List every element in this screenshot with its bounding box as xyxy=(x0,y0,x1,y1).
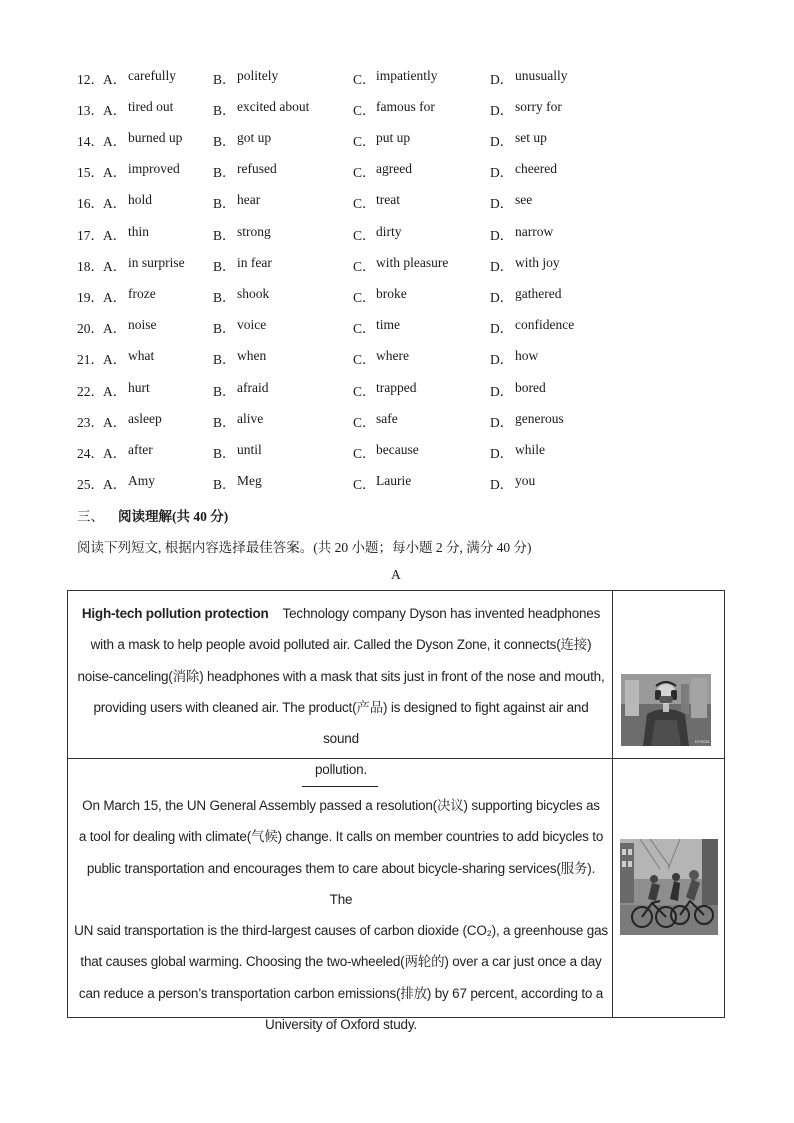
option-c: treat xyxy=(376,192,400,207)
option-c: put up xyxy=(376,130,411,145)
question-number: 23． xyxy=(77,415,104,430)
label-b: B． xyxy=(213,384,236,399)
option-d: cheered xyxy=(515,161,557,176)
label-a: A． xyxy=(103,196,127,211)
option-b: politely xyxy=(237,68,279,83)
option-b: alive xyxy=(237,411,264,426)
article-1-heading: High-tech pollution protection xyxy=(81,606,269,621)
option-d: bored xyxy=(515,380,546,395)
label-b: B． xyxy=(213,290,236,305)
option-a: after xyxy=(128,442,153,457)
option-b: when xyxy=(237,348,267,363)
option-a: thin xyxy=(128,224,150,239)
option-b: Meg xyxy=(237,473,262,488)
label-c: C． xyxy=(353,134,376,149)
option-a: improved xyxy=(128,161,180,176)
option-a: Amy xyxy=(128,473,155,488)
label-b: B． xyxy=(213,352,236,367)
article-2 xyxy=(74,759,608,1040)
label-b: B． xyxy=(213,103,236,118)
label-d: D． xyxy=(490,259,514,274)
question-number: 18． xyxy=(77,259,104,274)
option-c: where xyxy=(376,348,409,363)
label-d: D． xyxy=(490,415,514,430)
label-a: A． xyxy=(103,134,127,149)
label-a: A． xyxy=(103,321,127,336)
option-c: with pleasure xyxy=(376,255,449,270)
label-c: C． xyxy=(353,415,376,430)
title-blank xyxy=(74,759,608,790)
article-1-line-3: noise-canceling(消除) headphones with a mask that sits just in front of the nose and mouth, xyxy=(77,668,605,684)
question-number: 22． xyxy=(77,384,104,399)
label-a: A． xyxy=(103,352,127,367)
option-b: until xyxy=(237,442,262,457)
label-a: A． xyxy=(103,477,127,492)
section-number: 三、 xyxy=(77,509,104,524)
question-number: 25． xyxy=(77,477,104,492)
option-row-20 xyxy=(0,317,794,348)
label-c: C． xyxy=(353,290,376,305)
label-d: D． xyxy=(490,103,514,118)
question-number: 17． xyxy=(77,228,104,243)
option-row-13 xyxy=(0,99,794,130)
label-a: A． xyxy=(103,228,127,243)
label-a: A． xyxy=(103,446,127,461)
option-d: you xyxy=(515,473,536,488)
option-row-22 xyxy=(0,380,794,411)
option-c: broke xyxy=(376,286,407,301)
article-2-line-7: University of Oxford study. xyxy=(265,1017,417,1033)
label-c: C． xyxy=(353,477,376,492)
label-c: C． xyxy=(353,196,376,211)
label-d: D． xyxy=(490,290,514,305)
label-a: A． xyxy=(103,290,127,305)
option-d: with joy xyxy=(515,255,560,270)
option-c: impatiently xyxy=(376,68,438,83)
passage-label: A xyxy=(391,567,401,582)
option-d: while xyxy=(515,442,545,457)
article-2-line-4: UN said transportation is the third-largest causes of carbon dioxide (CO₂), a greenhouse gas xyxy=(74,923,608,939)
label-d: D． xyxy=(490,384,514,399)
label-a: A． xyxy=(103,103,127,118)
question-number: 21． xyxy=(77,352,104,367)
label-c: C． xyxy=(353,321,376,336)
passage-table xyxy=(67,590,725,1033)
section-heading xyxy=(77,505,228,525)
question-number: 15． xyxy=(77,165,104,180)
option-c: time xyxy=(376,317,400,332)
option-a: hurt xyxy=(128,380,150,395)
label-c: C． xyxy=(353,165,376,180)
label-d: D． xyxy=(490,134,514,149)
instructions: 阅读下列短文, 根据内容选择最佳答案。(共 20 小题；每小题 2 分, 满分 40 分) xyxy=(77,540,532,555)
option-row-14 xyxy=(0,130,794,161)
label-c: C． xyxy=(353,352,376,367)
label-b: B． xyxy=(213,321,236,336)
option-a: noise xyxy=(128,317,157,332)
label-c: C． xyxy=(353,446,376,461)
question-number: 20． xyxy=(77,321,104,336)
label-c: C． xyxy=(353,259,376,274)
svg-text:DYSON: DYSON xyxy=(695,739,710,744)
label-b: B． xyxy=(213,259,236,274)
label-d: D． xyxy=(490,165,514,180)
option-row-25 xyxy=(0,473,794,504)
label-c: C． xyxy=(353,228,376,243)
option-a: burned up xyxy=(128,130,183,145)
label-d: D． xyxy=(490,228,514,243)
option-b: shook xyxy=(237,286,270,301)
option-d: see xyxy=(515,192,533,207)
question-number: 19． xyxy=(77,290,104,305)
option-a: in surprise xyxy=(128,255,185,270)
option-row-19 xyxy=(0,286,794,317)
option-b: excited about xyxy=(237,99,310,114)
option-row-16 xyxy=(0,192,794,223)
option-c: safe xyxy=(376,411,398,426)
option-b: afraid xyxy=(237,380,269,395)
article-1-line-2: with a mask to help people avoid polluted air. Called the Dyson Zone, it connects(连接) xyxy=(90,637,592,653)
option-a: froze xyxy=(128,286,156,301)
label-b: B． xyxy=(213,72,236,87)
option-b: refused xyxy=(237,161,277,176)
label-a: A． xyxy=(103,165,127,180)
option-c: famous for xyxy=(376,99,435,114)
article-1-line-1 xyxy=(74,598,608,629)
option-row-15 xyxy=(0,161,794,192)
option-d: sorry for xyxy=(515,99,562,114)
bicycle-riders-photo xyxy=(620,839,718,935)
option-b: in fear xyxy=(237,255,272,270)
article-2-line-1: On March 15, the UN General Assembly passed a resolution(决议) supporting bicycles as xyxy=(82,798,600,813)
label-b: B． xyxy=(213,134,236,149)
option-row-18 xyxy=(0,255,794,286)
question-number: 12． xyxy=(77,72,104,87)
option-row-12 xyxy=(0,68,794,99)
article-2-line-2: a tool for dealing with climate(气候) change. It calls on member countries to add bicycles to xyxy=(78,829,604,845)
label-b: B． xyxy=(213,415,236,430)
option-a: what xyxy=(128,348,155,363)
option-b: voice xyxy=(237,317,267,332)
label-d: D． xyxy=(490,196,514,211)
question-number: 13． xyxy=(77,103,104,118)
label-b: B． xyxy=(213,228,236,243)
article-1-line-4: providing users with cleaned air. The product(产品) is designed to fight against air and sound xyxy=(93,699,589,747)
label-d: D． xyxy=(490,477,514,492)
label-a: A． xyxy=(103,72,127,87)
article-2-line-6: can reduce a person’s transportation carbon emissions(排放) by 67 percent, according to a xyxy=(78,985,604,1001)
option-c: dirty xyxy=(376,224,402,239)
option-d: gathered xyxy=(515,286,562,301)
option-b: strong xyxy=(237,224,271,239)
label-c: C． xyxy=(353,103,376,118)
label-b: B． xyxy=(213,477,236,492)
question-number: 16． xyxy=(77,196,104,211)
label-c: C． xyxy=(353,72,376,87)
option-b: hear xyxy=(237,192,261,207)
option-row-23 xyxy=(0,411,794,442)
label-d: D． xyxy=(490,72,514,87)
label-a: A． xyxy=(103,384,127,399)
option-d: set up xyxy=(515,130,547,145)
option-d: unusually xyxy=(515,68,568,83)
option-c: because xyxy=(376,442,419,457)
article-1 xyxy=(74,598,608,786)
label-a: A． xyxy=(103,415,127,430)
option-a: asleep xyxy=(128,411,162,426)
label-c: C． xyxy=(353,384,376,399)
column-divider xyxy=(612,591,613,1017)
article-2-line-3: public transportation and encourages them to care about bicycle-sharing services(服务). The xyxy=(86,860,596,907)
option-c: trapped xyxy=(376,380,417,395)
question-number: 24． xyxy=(77,446,104,461)
option-a: hold xyxy=(128,192,153,207)
option-d: narrow xyxy=(515,224,554,239)
label-b: B． xyxy=(213,446,236,461)
section-title: 阅读理解(共 40 分) xyxy=(118,509,229,524)
option-row-21 xyxy=(0,348,794,379)
option-d: how xyxy=(515,348,539,363)
label-d: D． xyxy=(490,321,514,336)
article-1-text: Technology company Dyson has invented headphones xyxy=(282,606,601,621)
option-a: carefully xyxy=(128,68,176,83)
label-d: D． xyxy=(490,446,514,461)
article-1-line-5: pollution. xyxy=(314,762,368,778)
label-a: A． xyxy=(103,259,127,274)
option-row-17 xyxy=(0,224,794,255)
label-b: B． xyxy=(213,196,236,211)
headphones-mask-photo xyxy=(621,674,711,746)
option-b: got up xyxy=(237,130,272,145)
label-b: B． xyxy=(213,165,236,180)
option-a: tired out xyxy=(128,99,174,114)
option-c: agreed xyxy=(376,161,412,176)
option-d: generous xyxy=(515,411,564,426)
label-d: D． xyxy=(490,352,514,367)
option-d: confidence xyxy=(515,317,575,332)
option-row-24 xyxy=(0,442,794,473)
question-number: 14． xyxy=(77,134,104,149)
article-2-line-5: that causes global warming. Choosing the two-wheeled(两轮的) over a car just once a day xyxy=(80,954,602,970)
option-c: Laurie xyxy=(376,473,412,488)
